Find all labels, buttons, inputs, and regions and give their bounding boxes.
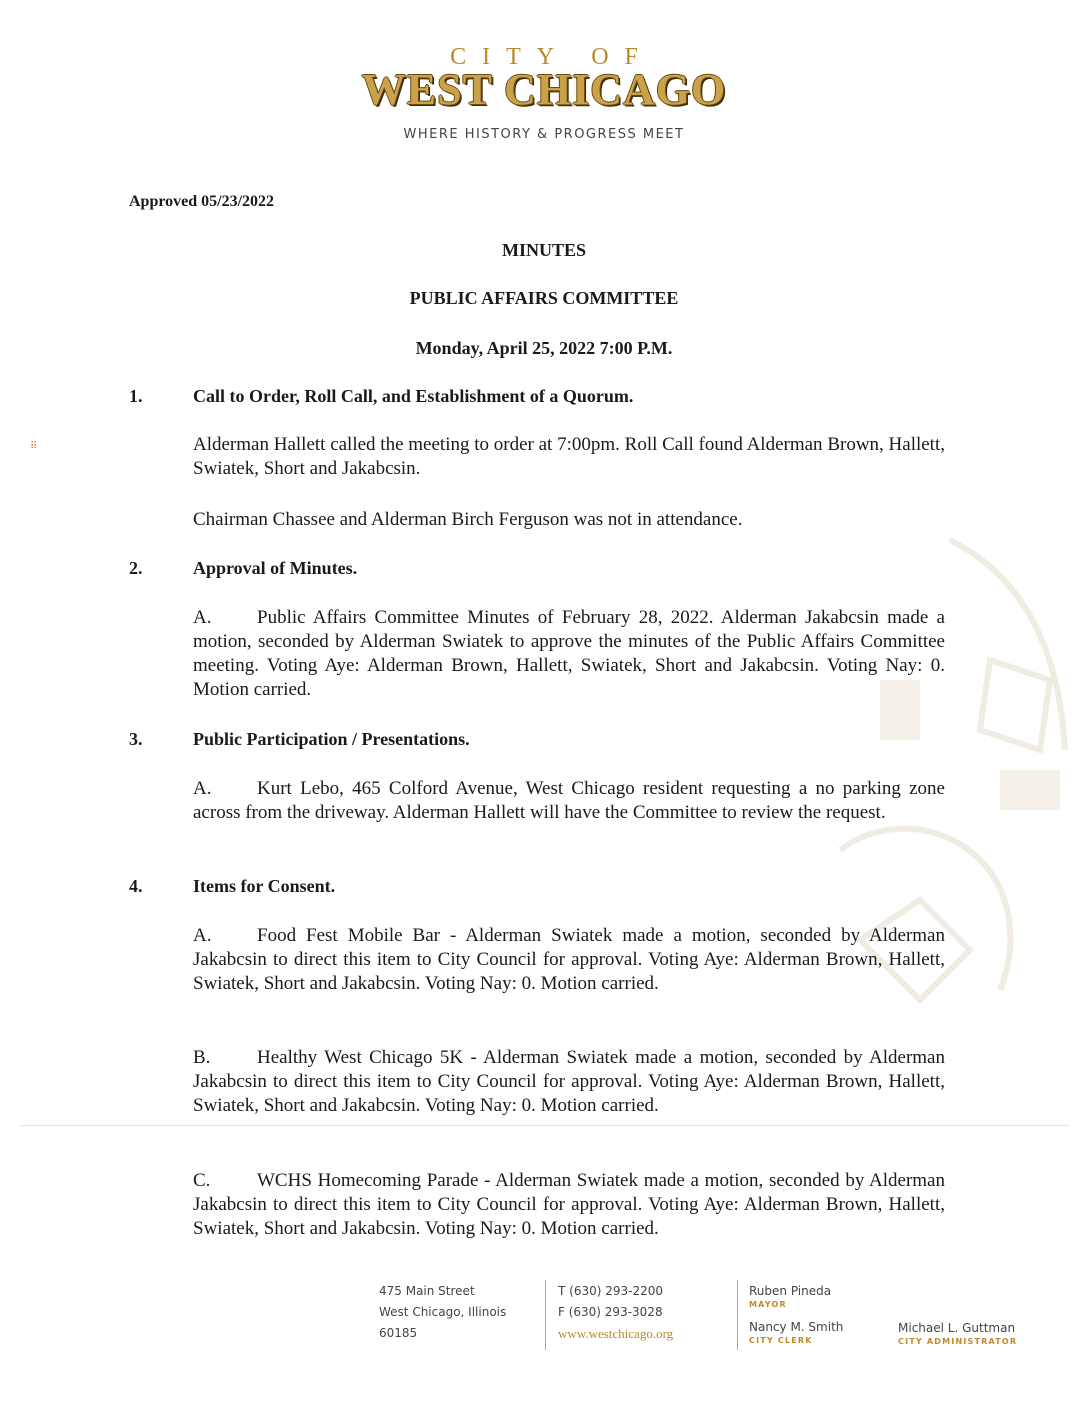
footer-zip: 60185 bbox=[379, 1326, 418, 1340]
item-text: Public Affairs Committee Minutes of February 28, 2022. Alderman Jakabcsin made a motion, seconded by Alderman Swiatek to approve the minutes of the Public Affairs Committee meeting. Voting Aye: Alderman Brown, Hallett, Swiatek, Short and Jakabcsin. Voting Nay: 0. Motion carried. bbox=[193, 607, 945, 700]
committee-title: PUBLIC AFFAIRS COMMITTEE bbox=[409, 288, 679, 308]
section-1-number: 1. bbox=[129, 386, 143, 406]
section-4-item-c bbox=[193, 1169, 945, 1241]
item-label: A. bbox=[193, 925, 212, 946]
official-name: Nancy M. Smith bbox=[749, 1320, 844, 1334]
section-2-item-a bbox=[193, 606, 945, 702]
footer-mayor bbox=[749, 1284, 831, 1312]
section-4-item-b bbox=[193, 1046, 945, 1118]
footer-city-administrator bbox=[898, 1321, 1017, 1349]
footer-street: 475 Main Street bbox=[379, 1284, 475, 1298]
section-1-paragraph-absent: Chairman Chassee and Alderman Birch Ferguson was not in attendance. bbox=[193, 509, 743, 530]
document-title: MINUTES bbox=[501, 240, 586, 260]
item-text: Healthy West Chicago 5K - Alderman Swiatek made a motion, seconded by Alderman Jakabcsin to direct this item to City Council for approval. Voting Aye: Alderman Brown, Hallett, Swiatek, Short and Jakabcsin. Voting Nay: 0. Motion carried. bbox=[193, 1047, 945, 1116]
section-4-title: Items for Consent. bbox=[193, 876, 336, 896]
section-1-title: Call to Order, Roll Call, and Establishment of a Quorum. bbox=[193, 386, 634, 406]
footer-contact bbox=[558, 1281, 728, 1344]
section-2-number: 2. bbox=[129, 558, 143, 578]
letterhead-tagline: WHERE HISTORY & PROGRESS MEET bbox=[403, 127, 685, 142]
footer-phone: T (630) 293-2200 bbox=[558, 1284, 663, 1298]
approval-date: Approved 05/23/2022 bbox=[129, 193, 275, 210]
footer-city: West Chicago, Illinois bbox=[379, 1305, 507, 1319]
footer-fax: F (630) 293-3028 bbox=[558, 1305, 663, 1319]
item-label: C. bbox=[193, 1170, 211, 1191]
official-role: CITY CLERK bbox=[749, 1336, 813, 1345]
footer-divider bbox=[545, 1280, 546, 1350]
section-3-title: Public Participation / Presentations. bbox=[193, 729, 470, 749]
letterhead-city-of: CITY OF bbox=[450, 44, 654, 70]
item-text: Food Fest Mobile Bar - Alderman Swiatek made a motion, seconded by Alderman Jakabcsin to direct this item to City Council for approval. Voting Aye: Alderman Brown, Hallett, Swiatek, Short and Jakabcsin. Voting Nay: 0. Motion carried. bbox=[193, 925, 945, 994]
footer-website-link[interactable]: www.westchicago.org bbox=[558, 1326, 674, 1341]
section-4-number: 4. bbox=[129, 876, 143, 896]
item-text: Kurt Lebo, 465 Colford Avenue, West Chicago resident requesting a no parking zone across from the driveway. Alderman Hallett will have the Committee to review the request. bbox=[193, 778, 945, 823]
item-label: A. bbox=[193, 778, 212, 799]
official-name: Ruben Pineda bbox=[749, 1284, 832, 1298]
section-4-item-a bbox=[193, 924, 945, 996]
official-role: CITY ADMINISTRATOR bbox=[898, 1337, 1018, 1346]
footer-city-clerk bbox=[749, 1320, 843, 1348]
letterhead-city-name: WEST CHICAGO bbox=[361, 65, 727, 114]
footer-divider bbox=[737, 1280, 738, 1350]
meeting-date: Monday, April 25, 2022 7:00 P.M. bbox=[415, 338, 673, 358]
scan-artifact-line bbox=[20, 1125, 1070, 1126]
footer-address bbox=[379, 1281, 539, 1344]
section-1-paragraph-roll-call: Alderman Hallett called the meeting to order at 7:00pm. Roll Call found Alderman Brown, Hallett, Swiatek, Short and Jakabcsin. bbox=[193, 434, 945, 479]
section-3-item-a bbox=[193, 777, 945, 825]
item-label: A. bbox=[193, 607, 212, 628]
section-2-title: Approval of Minutes. bbox=[193, 558, 358, 578]
section-3-number: 3. bbox=[129, 729, 143, 749]
official-role: MAYOR bbox=[749, 1300, 787, 1309]
item-text: WCHS Homecoming Parade - Alderman Swiatek made a motion, seconded by Alderman Jakabcsin to direct this item to City Council for approval. Voting Aye: Alderman Brown, Hallett, Swiatek, Short and Jakabcsin. Voting Nay: 0. Motion carried. bbox=[193, 1170, 945, 1239]
item-label: B. bbox=[193, 1047, 211, 1068]
official-name: Michael L. Guttman bbox=[898, 1321, 1016, 1335]
margin-mark-icon: ⠿ bbox=[30, 441, 38, 452]
